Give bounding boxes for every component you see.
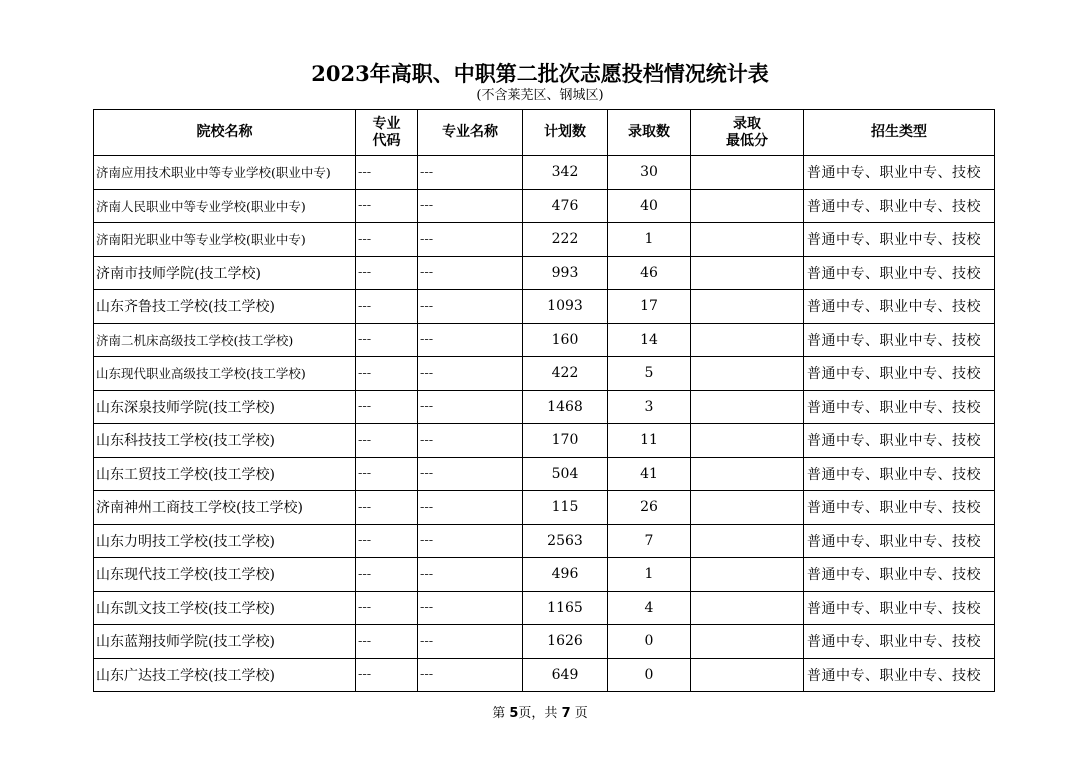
type-cell: 普通中专、职业中专、技校 [804,290,995,324]
major-code-cell: --- [356,558,418,592]
major-code-cell: --- [356,256,418,290]
min-score-cell [691,591,804,625]
admitted-cell: 5 [608,357,691,391]
type-cell: 普通中专、职业中专、技校 [804,658,995,692]
major-name-cell: --- [418,424,523,458]
min-score-cell [691,625,804,659]
table-body [94,156,995,692]
major-name-cell: --- [418,323,523,357]
major-code-cell: --- [356,591,418,625]
type-cell: 普通中专、职业中专、技校 [804,223,995,257]
plan-cell: 170 [523,424,608,458]
min-score-cell [691,424,804,458]
school-cell: 济南人民职业中等专业学校(职业中专) [94,189,356,223]
min-score-cell [691,658,804,692]
plan-cell: 476 [523,189,608,223]
table-row [94,625,995,659]
type-cell: 普通中专、职业中专、技校 [804,424,995,458]
plan-cell: 160 [523,323,608,357]
major-name-cell: --- [418,625,523,659]
admitted-cell: 40 [608,189,691,223]
major-code-cell: --- [356,524,418,558]
table-row [94,658,995,692]
type-cell: 普通中专、职业中专、技校 [804,256,995,290]
school-cell: 山东现代职业高级技工学校(技工学校) [94,357,356,391]
min-score-cell [691,223,804,257]
header-type: 招生类型 [804,110,995,156]
header-admitted: 录取数 [608,110,691,156]
header-school: 院校名称 [94,110,356,156]
admitted-cell: 46 [608,256,691,290]
plan-cell: 496 [523,558,608,592]
plan-cell: 2563 [523,524,608,558]
header-plan: 计划数 [523,110,608,156]
school-cell: 山东广达技工学校(技工学校) [94,658,356,692]
type-cell: 普通中专、职业中专、技校 [804,558,995,592]
admitted-cell: 1 [608,558,691,592]
admitted-cell: 4 [608,591,691,625]
school-cell: 山东深泉技师学院(技工学校) [94,390,356,424]
admitted-cell: 26 [608,491,691,525]
major-code-cell: --- [356,390,418,424]
table-row [94,524,995,558]
footer-total-pages: 7 [561,706,571,721]
plan-cell: 1165 [523,591,608,625]
major-code-cell: --- [356,457,418,491]
plan-cell: 649 [523,658,608,692]
footer-prefix: 第 [492,706,506,721]
header-major-name: 专业名称 [418,110,523,156]
min-score-cell [691,491,804,525]
min-score-cell [691,558,804,592]
table-row [94,591,995,625]
page-title: 2023年高职、中职第二批次志愿投档情况统计表 [311,61,769,86]
major-name-cell: --- [418,524,523,558]
footer-middle: 页，共 [518,706,558,721]
table-row [94,189,995,223]
school-cell: 山东凯文技工学校(技工学校) [94,591,356,625]
major-name-cell: --- [418,457,523,491]
school-cell: 济南市技师学院(技工学校) [94,256,356,290]
min-score-cell [691,290,804,324]
major-name-cell: --- [418,156,523,190]
type-cell: 普通中专、职业中专、技校 [804,357,995,391]
major-code-cell: --- [356,491,418,525]
table-row [94,491,995,525]
school-cell: 山东齐鲁技工学校(技工学校) [94,290,356,324]
major-name-cell: --- [418,558,523,592]
major-code-cell: --- [356,625,418,659]
table-row [94,256,995,290]
table-header-row [94,110,995,156]
plan-cell: 1626 [523,625,608,659]
major-name-cell: --- [418,189,523,223]
major-code-cell: --- [356,223,418,257]
table-row [94,323,995,357]
type-cell: 普通中专、职业中专、技校 [804,491,995,525]
plan-cell: 115 [523,491,608,525]
header-min-score-line1: 录取 [733,115,761,132]
major-code-cell: --- [356,189,418,223]
header-major-code [356,110,418,156]
major-code-cell: --- [356,290,418,324]
admitted-cell: 7 [608,524,691,558]
type-cell: 普通中专、职业中专、技校 [804,591,995,625]
min-score-cell [691,156,804,190]
major-name-cell: --- [418,658,523,692]
type-cell: 普通中专、职业中专、技校 [804,323,995,357]
admitted-cell: 17 [608,290,691,324]
school-cell: 济南阳光职业中等专业学校(职业中专) [94,223,356,257]
major-code-cell: --- [356,658,418,692]
school-cell: 济南应用技术职业中等专业学校(职业中专) [94,156,356,190]
admitted-cell: 11 [608,424,691,458]
type-cell: 普通中专、职业中专、技校 [804,625,995,659]
admitted-cell: 30 [608,156,691,190]
type-cell: 普通中专、职业中专、技校 [804,189,995,223]
table-row [94,457,995,491]
min-score-cell [691,357,804,391]
admission-table [93,109,995,692]
table-row [94,558,995,592]
min-score-cell [691,390,804,424]
page-subtitle: (不含莱芜区、钢城区) [476,88,604,103]
header-major-code-line1: 专业 [372,115,401,132]
school-cell: 山东蓝翔技师学院(技工学校) [94,625,356,659]
table-row [94,424,995,458]
table-row [94,156,995,190]
plan-cell: 222 [523,223,608,257]
major-name-cell: --- [418,357,523,391]
major-name-cell: --- [418,256,523,290]
admitted-cell: 41 [608,457,691,491]
major-code-cell: --- [356,424,418,458]
min-score-cell [691,256,804,290]
footer-page-number: 5 [509,706,519,721]
admitted-cell: 1 [608,223,691,257]
admitted-cell: 0 [608,658,691,692]
school-cell: 山东现代技工学校(技工学校) [94,558,356,592]
plan-cell: 1093 [523,290,608,324]
table-row [94,390,995,424]
min-score-cell [691,323,804,357]
major-name-cell: --- [418,591,523,625]
school-cell: 山东工贸技工学校(技工学校) [94,457,356,491]
major-code-cell: --- [356,156,418,190]
plan-cell: 1468 [523,390,608,424]
admitted-cell: 14 [608,323,691,357]
min-score-cell [691,524,804,558]
plan-cell: 504 [523,457,608,491]
page-footer [0,702,1080,721]
major-code-cell: --- [356,323,418,357]
admitted-cell: 0 [608,625,691,659]
plan-cell: 342 [523,156,608,190]
header-min-score-line2: 最低分 [726,132,768,149]
type-cell: 普通中专、职业中专、技校 [804,524,995,558]
type-cell: 普通中专、职业中专、技校 [804,390,995,424]
plan-cell: 993 [523,256,608,290]
plan-cell: 422 [523,357,608,391]
header-major-code-line2: 代码 [372,132,401,149]
footer-suffix: 页 [574,706,588,721]
school-cell: 济南二机床高级技工学校(技工学校) [94,323,356,357]
school-cell: 济南神州工商技工学校(技工学校) [94,491,356,525]
min-score-cell [691,457,804,491]
header-min-score [691,110,804,156]
table-row [94,357,995,391]
school-cell: 山东科技技工学校(技工学校) [94,424,356,458]
school-cell: 山东力明技工学校(技工学校) [94,524,356,558]
type-cell: 普通中专、职业中专、技校 [804,156,995,190]
major-name-cell: --- [418,223,523,257]
table-row [94,290,995,324]
type-cell: 普通中专、职业中专、技校 [804,457,995,491]
table-row [94,223,995,257]
major-name-cell: --- [418,290,523,324]
min-score-cell [691,189,804,223]
major-name-cell: --- [418,390,523,424]
major-code-cell: --- [356,357,418,391]
major-name-cell: --- [418,491,523,525]
admitted-cell: 3 [608,390,691,424]
